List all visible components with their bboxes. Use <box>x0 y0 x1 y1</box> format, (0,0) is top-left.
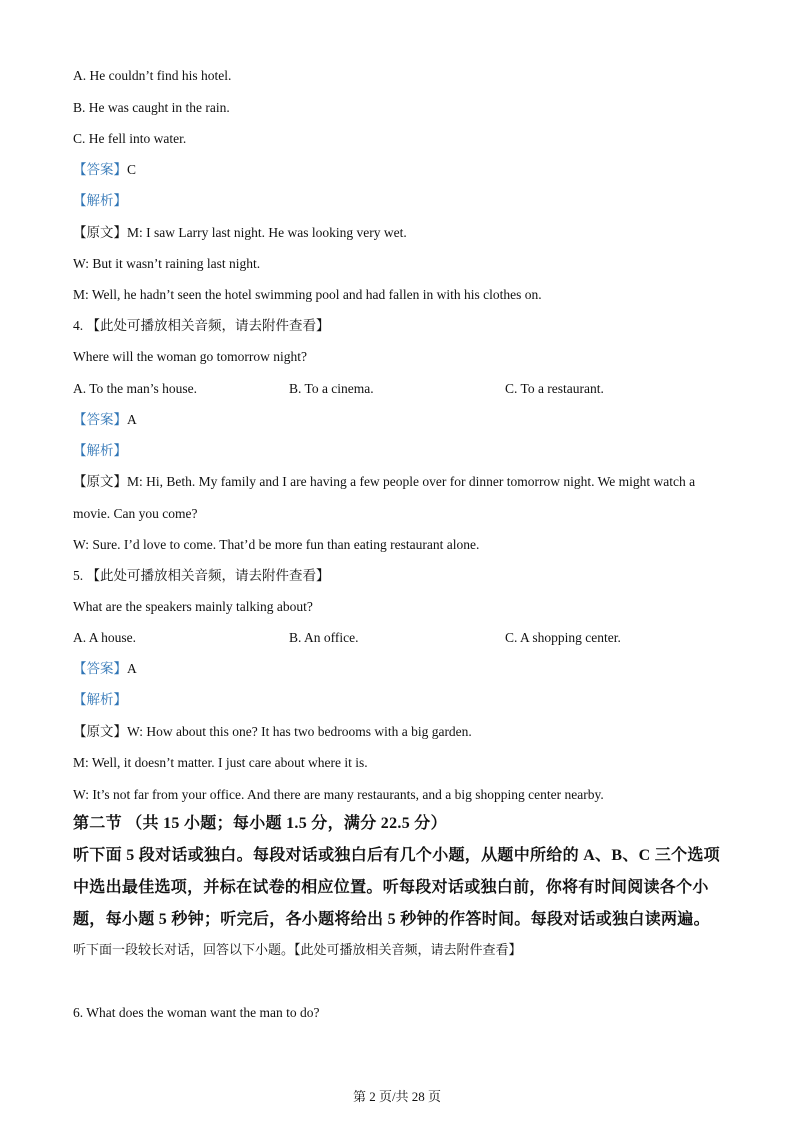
section2-note: 听下面一段较长对话，回答以下小题。【此处可播放相关音频，请去附件查看】 <box>73 942 522 957</box>
q5-answer <box>73 660 137 678</box>
answer-tag: 【答案】 <box>73 661 127 676</box>
q5-option-a: A. A house. <box>73 630 137 645</box>
q4-answer <box>73 411 137 429</box>
q3-transcript-3: M: Well, he hadn’t seen the hotel swimming pool and had fallen in with his clothes on. <box>73 287 542 302</box>
q5-transcript-1 <box>73 723 472 741</box>
q4-option-a: A. To the man’s house. <box>73 381 198 396</box>
answer-value: A <box>127 412 137 427</box>
q5-question: What are the speakers mainly talking about? <box>73 599 313 614</box>
q4-question: Where will the woman go tomorrow night? <box>73 349 307 364</box>
section2-instructions-1: 听下面 5 段对话或独白。每段对话或独白后有几个小题，从题中所给的 A、B、C 三个选项 <box>73 847 720 864</box>
transcript-text: M: Hi, Beth. My family and I are having a few people over for dinner tomorrow night. We might watch a <box>127 474 696 489</box>
q3-transcript-2: W: But it wasn’t raining last night. <box>73 256 261 271</box>
source-tag: 【原文】 <box>73 724 127 739</box>
q4-option-c: C. To a restaurant. <box>505 381 604 396</box>
q3-option-b: B. He was caught in the rain. <box>73 100 230 115</box>
answer-tag: 【答案】 <box>73 412 127 427</box>
source-tag: 【原文】 <box>73 225 127 240</box>
source-tag: 【原文】 <box>73 474 127 489</box>
q4-transcript-3: W: Sure. I’d love to come. That’d be more fun than eating restaurant alone. <box>73 537 480 552</box>
q5-option-b: B. An office. <box>289 630 359 645</box>
q3-analysis-tag: 【解析】 <box>73 193 127 208</box>
q4-analysis-tag: 【解析】 <box>73 443 127 458</box>
answer-tag: 【答案】 <box>73 162 127 177</box>
transcript-text: W: How about this one? It has two bedrooms with a big garden. <box>127 724 472 739</box>
q3-answer <box>73 161 136 179</box>
q5-analysis-tag: 【解析】 <box>73 692 127 707</box>
q5-header: 5. 【此处可播放相关音频，请去附件查看】 <box>73 568 330 583</box>
q5-option-c: C. A shopping center. <box>505 630 621 645</box>
q6-question: 6. What does the woman want the man to do? <box>73 1005 320 1020</box>
answer-value: C <box>127 162 137 177</box>
q3-option-c: C. He fell into water. <box>73 131 187 146</box>
transcript-text: M: I saw Larry last night. He was looking very wet. <box>127 225 407 240</box>
q3-transcript-1 <box>73 224 407 242</box>
q4-option-b: B. To a cinema. <box>289 381 374 396</box>
q3-option-a: A. He couldn’t find his hotel. <box>73 68 232 83</box>
section2-instructions-2: 中选出最佳选项，并标在试卷的相应位置。听每段对话或独白前，你将有时间阅读各个小 <box>73 879 709 896</box>
section2-instructions-3: 题，每小题 5 秒钟；听完后，各小题将给出 5 秒钟的作答时间。每段对话或独白读两遍。 <box>73 911 710 928</box>
page-footer: 第 2 页/共 28 页 <box>352 1089 442 1104</box>
q4-header: 4. 【此处可播放相关音频，请去附件查看】 <box>73 318 330 333</box>
section2-title: 第二节 （共 15 小题；每小题 1.5 分，满分 22.5 分） <box>73 815 447 832</box>
q5-transcript-3: W: It’s not far from your office. And there are many restaurants, and a big shopping center nearby. <box>73 787 604 802</box>
q5-transcript-2: M: Well, it doesn’t matter. I just care about where it is. <box>73 755 368 770</box>
answer-value: A <box>127 661 137 676</box>
q4-transcript-2: movie. Can you come? <box>73 506 198 521</box>
q4-transcript-1 <box>73 473 695 491</box>
